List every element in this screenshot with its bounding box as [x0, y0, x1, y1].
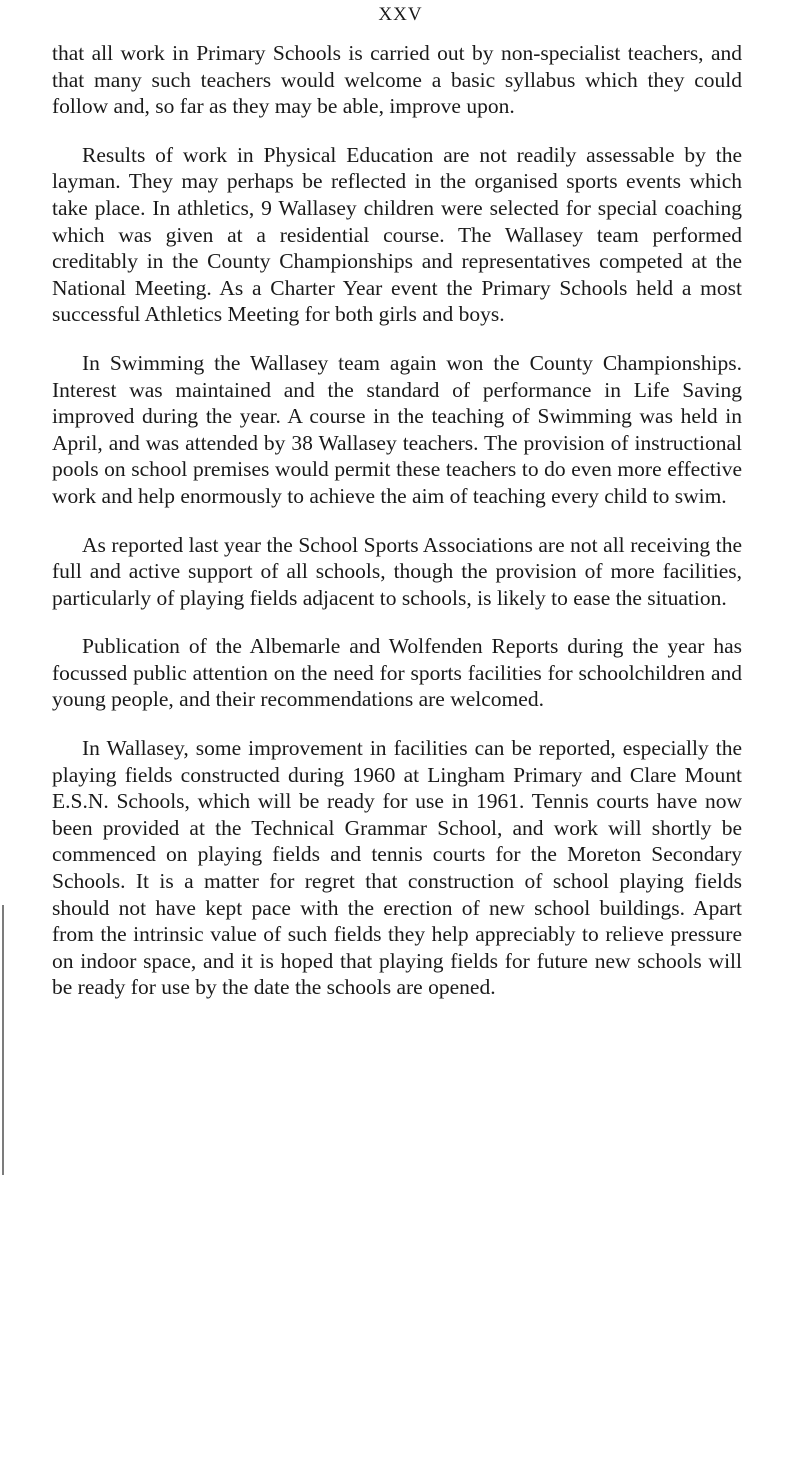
- paragraph-sports-associations: As reported last year the School Sports Associations are not all receiving the full and active support of all schools, though the provision of more facilities, particularly of playing fields adjacent to schools, is likely to ease the situation.: [52, 532, 742, 610]
- paragraph-continuation: that all work in Primary Schools is carried out by non-specialist teachers, and that many such teachers would welcome a basic syllabus which they could follow and, so far as they may be able, improve upon.: [52, 41, 742, 119]
- margin-rule: [2, 905, 4, 1175]
- body-text: [52, 40, 742, 1023]
- paragraph-facilities: In Wallasey, some improvement in facilities can be reported, especially the playing fields constructed during 1960 at Lingham Primary and Clare Mount E.S.N. Schools, which will be ready for use in 1961. Tennis courts have now been provided at the Technical Grammar School, and work will shortly be commenced on playing fields and tennis courts for the Moreton Secondary Schools. It is a matter for regret that construction of school playing fields should not have kept pace with the erection of new school buildings. Apart from the intrinsic value of such fields they help appreciably to relieve pressure on indoor space, and it is hoped that playing fields for future new schools will be ready for use by the date the schools are opened.: [52, 736, 742, 1000]
- paragraph-physical-education: Results of work in Physical Education are not readily assessable by the layman. They may perhaps be reflected in the organised sports events which take place. In athletics, 9 Wallasey children were selected for special coaching which was given at a residential course. The Wallasey team performed creditably in the County Championships and representatives competed at the National Meeting. As a Charter Year event the Primary Schools held a most successful Athletics Meeting for both girls and boys.: [52, 142, 742, 327]
- paragraph-reports: Publication of the Albemarle and Wolfenden Reports during the year has focussed public attention on the need for sports facilities for schoolchildren and young people, and their recommendations are welcomed.: [52, 634, 742, 712]
- page-number: XXV: [378, 4, 423, 25]
- paragraph-swimming: In Swimming the Wallasey team again won the County Championships. Interest was maintained and the standard of performance in Life Saving improved during the year. A course in the teaching of Swimming was held in April, and was attended by 38 Wallasey teachers. The provision of instructional pools on school premises would permit these teachers to do even more effective work and help enormously to achieve the aim of teaching every child to swim.: [52, 350, 742, 508]
